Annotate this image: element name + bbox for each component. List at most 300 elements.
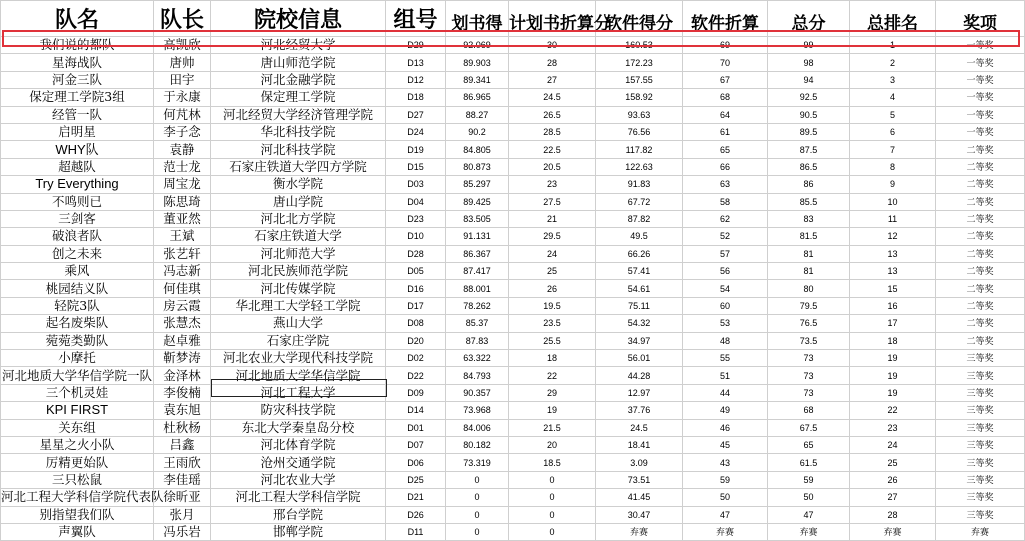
cell-group[interactable]: D15 <box>386 158 446 175</box>
cell-plan-score[interactable]: 84.805 <box>446 141 509 158</box>
cell-plan-score[interactable]: 80.873 <box>446 158 509 175</box>
cell-total[interactable]: 90.5 <box>768 106 850 123</box>
cell-team[interactable]: 起名废柴队 <box>1 315 154 332</box>
cell-school[interactable]: 河北民族师范学院 <box>211 263 386 280</box>
cell-group[interactable]: D18 <box>386 89 446 106</box>
cell-school[interactable]: 保定理工学院 <box>211 89 386 106</box>
cell-captain[interactable]: 张慧杰 <box>154 315 211 332</box>
cell-plan-score[interactable]: 92.069 <box>446 37 509 54</box>
cell-team[interactable]: 桃园结义队 <box>1 280 154 297</box>
cell-total[interactable]: 73 <box>768 367 850 384</box>
cell-team[interactable]: 声翼队 <box>1 523 154 540</box>
cell-software-score[interactable]: 56.01 <box>596 350 683 367</box>
cell-total[interactable]: 86 <box>768 176 850 193</box>
cell-award[interactable]: 二等奖 <box>936 158 1025 175</box>
cell-software-converted[interactable]: 45 <box>683 436 768 453</box>
cell-software-converted[interactable]: 63 <box>683 176 768 193</box>
cell-software-converted[interactable]: 47 <box>683 506 768 523</box>
cell-team[interactable]: Try Everything <box>1 176 154 193</box>
cell-rank[interactable]: 22 <box>850 402 936 419</box>
cell-school[interactable]: 防灾科技学院 <box>211 402 386 419</box>
cell-group[interactable]: D20 <box>386 332 446 349</box>
cell-plan-score[interactable]: 86.367 <box>446 245 509 262</box>
cell-captain[interactable]: 杜秋杨 <box>154 419 211 436</box>
cell-school[interactable]: 衡水学院 <box>211 176 386 193</box>
cell-software-converted[interactable]: 62 <box>683 210 768 227</box>
cell-total[interactable]: 83 <box>768 210 850 227</box>
cell-total[interactable]: 73 <box>768 384 850 401</box>
cell-software-converted[interactable]: 70 <box>683 54 768 71</box>
cell-plan-score[interactable]: 90.2 <box>446 123 509 140</box>
cell-plan-converted[interactable]: 28.5 <box>509 123 596 140</box>
cell-software-converted[interactable]: 58 <box>683 193 768 210</box>
cell-software-score[interactable]: 24.5 <box>596 419 683 436</box>
cell-award[interactable]: 三等奖 <box>936 506 1025 523</box>
cell-school[interactable]: 华北理工大学轻工学院 <box>211 297 386 314</box>
cell-software-score[interactable]: 157.55 <box>596 71 683 88</box>
cell-captain[interactable]: 唐帅 <box>154 54 211 71</box>
cell-school[interactable]: 石家庄铁道大学四方学院 <box>211 158 386 175</box>
cell-rank[interactable]: 2 <box>850 54 936 71</box>
cell-award[interactable]: 三等奖 <box>936 367 1025 384</box>
cell-team[interactable]: 轻院3队 <box>1 297 154 314</box>
cell-school[interactable]: 河北农业大学现代科技学院 <box>211 350 386 367</box>
cell-total[interactable]: 67.5 <box>768 419 850 436</box>
cell-total[interactable]: 81 <box>768 245 850 262</box>
cell-plan-converted[interactable]: 26.5 <box>509 106 596 123</box>
cell-captain[interactable]: 李佳瑶 <box>154 471 211 488</box>
cell-rank[interactable]: 13 <box>850 263 936 280</box>
cell-total[interactable]: 76.5 <box>768 315 850 332</box>
cell-rank[interactable]: 6 <box>850 123 936 140</box>
cell-captain[interactable]: 靳梦涛 <box>154 350 211 367</box>
cell-software-converted[interactable]: 52 <box>683 228 768 245</box>
cell-team[interactable]: 创之未来 <box>1 245 154 262</box>
header-award[interactable]: 奖项 <box>936 1 1025 37</box>
cell-plan-score[interactable]: 89.903 <box>446 54 509 71</box>
cell-captain[interactable]: 何佳琪 <box>154 280 211 297</box>
cell-software-score[interactable]: 73.51 <box>596 471 683 488</box>
cell-rank[interactable]: 13 <box>850 245 936 262</box>
cell-software-converted[interactable]: 69 <box>683 37 768 54</box>
cell-captain[interactable]: 赵卓雅 <box>154 332 211 349</box>
cell-captain[interactable]: 范士龙 <box>154 158 211 175</box>
cell-plan-score[interactable]: 78.262 <box>446 297 509 314</box>
cell-plan-converted[interactable]: 27.5 <box>509 193 596 210</box>
cell-software-converted[interactable]: 60 <box>683 297 768 314</box>
cell-rank[interactable]: 19 <box>850 384 936 401</box>
cell-captain[interactable]: 徐昕亚 <box>154 489 211 506</box>
cell-captain[interactable]: 周宝龙 <box>154 176 211 193</box>
cell-plan-converted[interactable]: 0 <box>509 506 596 523</box>
cell-software-converted[interactable]: 56 <box>683 263 768 280</box>
cell-plan-score[interactable]: 0 <box>446 489 509 506</box>
cell-software-converted[interactable]: 55 <box>683 350 768 367</box>
cell-award[interactable]: 三等奖 <box>936 350 1025 367</box>
cell-team[interactable]: 河北工程大学科信学院代表队 <box>1 489 164 505</box>
cell-software-score[interactable]: 18.41 <box>596 436 683 453</box>
cell-rank[interactable]: 11 <box>850 210 936 227</box>
cell-plan-converted[interactable]: 27 <box>509 71 596 88</box>
cell-group[interactable]: D16 <box>386 280 446 297</box>
cell-total[interactable]: 79.5 <box>768 297 850 314</box>
cell-captain[interactable]: 张艺轩 <box>154 245 211 262</box>
cell-total[interactable]: 59 <box>768 471 850 488</box>
cell-award[interactable]: 二等奖 <box>936 228 1025 245</box>
cell-plan-converted[interactable]: 30 <box>509 37 596 54</box>
cell-plan-converted[interactable]: 24 <box>509 245 596 262</box>
cell-school[interactable]: 河北师范大学 <box>211 245 386 262</box>
cell-group[interactable]: D22 <box>386 367 446 384</box>
cell-school[interactable]: 邯郸学院 <box>211 523 386 540</box>
cell-award[interactable]: 二等奖 <box>936 297 1025 314</box>
cell-software-score[interactable]: 34.97 <box>596 332 683 349</box>
cell-captain[interactable]: 金泽林 <box>154 367 211 384</box>
cell-captain[interactable]: 袁静 <box>154 141 211 158</box>
cell-team[interactable]: 别指望我们队 <box>1 506 154 523</box>
cell-award[interactable]: 三等奖 <box>936 489 1025 506</box>
cell-total[interactable]: 99 <box>768 37 850 54</box>
cell-award[interactable]: 一等奖 <box>936 54 1025 71</box>
cell-team[interactable]: 保定理工学院3组 <box>1 89 154 106</box>
cell-plan-converted[interactable]: 21 <box>509 210 596 227</box>
cell-plan-converted[interactable]: 25 <box>509 263 596 280</box>
cell-plan-converted[interactable]: 22.5 <box>509 141 596 158</box>
header-plan-score[interactable]: 划书得 <box>446 1 509 37</box>
cell-software-converted[interactable]: 66 <box>683 158 768 175</box>
cell-rank[interactable]: 15 <box>850 280 936 297</box>
cell-school[interactable]: 沧州交通学院 <box>211 454 386 471</box>
cell-team[interactable]: 关东组 <box>1 419 154 436</box>
cell-team[interactable]: 河北地质大学华信学院一队 <box>1 367 152 383</box>
cell-award[interactable]: 三等奖 <box>936 402 1025 419</box>
cell-total[interactable]: 65 <box>768 436 850 453</box>
cell-software-converted[interactable]: 48 <box>683 332 768 349</box>
cell-group[interactable]: D08 <box>386 315 446 332</box>
cell-captain[interactable]: 董亚然 <box>154 210 211 227</box>
cell-total[interactable]: 81.5 <box>768 228 850 245</box>
cell-captain[interactable]: 王斌 <box>154 228 211 245</box>
cell-group[interactable]: D05 <box>386 263 446 280</box>
cell-software-score[interactable]: 3.09 <box>596 454 683 471</box>
cell-software-converted[interactable]: 50 <box>683 489 768 506</box>
cell-school[interactable]: 唐山学院 <box>211 193 386 210</box>
cell-award[interactable]: 三等奖 <box>936 419 1025 436</box>
cell-team[interactable]: 我们说的都队 <box>1 37 154 54</box>
cell-school[interactable]: 石家庄铁道大学 <box>211 228 386 245</box>
cell-group[interactable]: D12 <box>386 71 446 88</box>
cell-rank[interactable]: 23 <box>850 419 936 436</box>
cell-group[interactable]: D26 <box>386 506 446 523</box>
cell-plan-score[interactable]: 88.001 <box>446 280 509 297</box>
cell-software-score[interactable]: 67.72 <box>596 193 683 210</box>
cell-captain[interactable]: 李俊楠 <box>154 384 211 401</box>
cell-software-score[interactable]: 75.11 <box>596 297 683 314</box>
cell-group[interactable]: D28 <box>386 245 446 262</box>
cell-group[interactable]: D01 <box>386 419 446 436</box>
cell-group[interactable]: D14 <box>386 402 446 419</box>
cell-total[interactable]: 87.5 <box>768 141 850 158</box>
header-rank[interactable]: 总排名 <box>850 1 936 37</box>
cell-award[interactable]: 二等奖 <box>936 193 1025 210</box>
cell-school[interactable]: 河北经贸大学 <box>211 37 386 54</box>
cell-group[interactable]: D19 <box>386 141 446 158</box>
cell-plan-converted[interactable]: 18 <box>509 350 596 367</box>
cell-award[interactable]: 二等奖 <box>936 176 1025 193</box>
cell-plan-score[interactable]: 63.322 <box>446 350 509 367</box>
header-software-converted[interactable]: 软件折算 <box>683 1 768 37</box>
cell-school[interactable]: 河北金融学院 <box>211 71 386 88</box>
cell-team[interactable]: 星海战队 <box>1 54 154 71</box>
cell-group[interactable]: D21 <box>386 489 446 506</box>
cell-rank[interactable]: 25 <box>850 454 936 471</box>
cell-team[interactable]: 小摩托 <box>1 350 154 367</box>
cell-captain[interactable]: 陈思琦 <box>154 193 211 210</box>
cell-award[interactable]: 二等奖 <box>936 245 1025 262</box>
cell-total[interactable]: 94 <box>768 71 850 88</box>
cell-plan-score[interactable]: 87.83 <box>446 332 509 349</box>
cell-plan-converted[interactable]: 29 <box>509 384 596 401</box>
cell-rank[interactable]: 5 <box>850 106 936 123</box>
cell-software-converted[interactable]: 46 <box>683 419 768 436</box>
cell-award[interactable]: 弃赛 <box>936 523 1025 540</box>
cell-rank[interactable]: 26 <box>850 471 936 488</box>
cell-plan-score[interactable]: 0 <box>446 523 509 540</box>
cell-school[interactable]: 东北大学秦皇岛分校 <box>211 419 386 436</box>
cell-software-score[interactable]: 93.63 <box>596 106 683 123</box>
cell-software-score[interactable]: 30.47 <box>596 506 683 523</box>
cell-award[interactable]: 三等奖 <box>936 436 1025 453</box>
cell-rank[interactable]: 16 <box>850 297 936 314</box>
cell-total[interactable]: 68 <box>768 402 850 419</box>
cell-team[interactable]: 厉精更始队 <box>1 454 154 471</box>
cell-team[interactable]: 三只松鼠 <box>1 471 154 488</box>
cell-captain[interactable]: 高凯欣 <box>154 37 211 54</box>
cell-software-converted[interactable]: 弃赛 <box>683 523 768 540</box>
cell-award[interactable]: 二等奖 <box>936 141 1025 158</box>
cell-plan-converted[interactable]: 24.5 <box>509 89 596 106</box>
cell-plan-score[interactable]: 73.968 <box>446 402 509 419</box>
cell-total[interactable]: 73.5 <box>768 332 850 349</box>
cell-captain[interactable]: 李子念 <box>154 123 211 140</box>
cell-plan-score[interactable]: 85.297 <box>446 176 509 193</box>
cell-rank[interactable]: 18 <box>850 332 936 349</box>
cell-rank[interactable]: 3 <box>850 71 936 88</box>
cell-award[interactable]: 三等奖 <box>936 454 1025 471</box>
cell-total[interactable]: 弃赛 <box>768 523 850 540</box>
cell-plan-score[interactable]: 87.417 <box>446 263 509 280</box>
cell-team[interactable]: 菀菀类勤队 <box>1 332 154 349</box>
cell-software-score[interactable]: 87.82 <box>596 210 683 227</box>
cell-school[interactable]: 河北工程大学 <box>211 384 386 401</box>
cell-captain[interactable]: 房云霞 <box>154 297 211 314</box>
cell-award[interactable]: 一等奖 <box>936 106 1025 123</box>
cell-award[interactable]: 二等奖 <box>936 263 1025 280</box>
cell-group[interactable]: D27 <box>386 106 446 123</box>
cell-captain[interactable]: 冯乐岩 <box>154 523 211 540</box>
cell-award[interactable]: 一等奖 <box>936 37 1025 54</box>
header-software-score[interactable]: 软件得分 <box>596 1 683 37</box>
cell-total[interactable]: 92.5 <box>768 89 850 106</box>
cell-captain[interactable]: 张月 <box>154 506 211 523</box>
cell-software-score[interactable]: 160.53 <box>596 37 683 54</box>
cell-rank[interactable]: 27 <box>850 489 936 506</box>
cell-rank[interactable]: 9 <box>850 176 936 193</box>
cell-school[interactable]: 河北经贸大学经济管理学院 <box>211 106 386 123</box>
cell-rank[interactable]: 弃赛 <box>850 523 936 540</box>
cell-team[interactable]: 不鸣则已 <box>1 193 154 210</box>
cell-school[interactable]: 河北工程大学科信学院 <box>211 489 386 506</box>
cell-school[interactable]: 河北地质大学华信学院 <box>211 367 386 384</box>
header-total[interactable]: 总分 <box>768 1 850 37</box>
cell-rank[interactable]: 17 <box>850 315 936 332</box>
cell-school[interactable]: 河北北方学院 <box>211 210 386 227</box>
cell-plan-converted[interactable]: 19.5 <box>509 297 596 314</box>
cell-software-score[interactable]: 37.76 <box>596 402 683 419</box>
cell-group[interactable]: D06 <box>386 454 446 471</box>
cell-plan-score[interactable]: 85.37 <box>446 315 509 332</box>
cell-software-converted[interactable]: 54 <box>683 280 768 297</box>
cell-plan-converted[interactable]: 19 <box>509 402 596 419</box>
cell-rank[interactable]: 28 <box>850 506 936 523</box>
cell-software-converted[interactable]: 57 <box>683 245 768 262</box>
cell-team[interactable]: 河金三队 <box>1 71 154 88</box>
cell-software-score[interactable]: 54.61 <box>596 280 683 297</box>
cell-school[interactable]: 河北科技学院 <box>211 141 386 158</box>
cell-plan-converted[interactable]: 0 <box>509 471 596 488</box>
cell-captain[interactable]: 田宇 <box>154 71 211 88</box>
cell-award[interactable]: 二等奖 <box>936 210 1025 227</box>
cell-plan-converted[interactable]: 23.5 <box>509 315 596 332</box>
cell-plan-converted[interactable]: 28 <box>509 54 596 71</box>
cell-software-score[interactable]: 弃赛 <box>596 523 683 540</box>
cell-school[interactable]: 河北体育学院 <box>211 436 386 453</box>
cell-software-converted[interactable]: 51 <box>683 367 768 384</box>
cell-total[interactable]: 73 <box>768 350 850 367</box>
cell-team[interactable]: 超越队 <box>1 158 154 175</box>
cell-software-score[interactable]: 91.83 <box>596 176 683 193</box>
cell-rank[interactable]: 10 <box>850 193 936 210</box>
cell-award[interactable]: 二等奖 <box>936 280 1025 297</box>
cell-rank[interactable]: 7 <box>850 141 936 158</box>
cell-total[interactable]: 98 <box>768 54 850 71</box>
cell-plan-score[interactable]: 0 <box>446 471 509 488</box>
cell-group[interactable]: D10 <box>386 228 446 245</box>
cell-school[interactable]: 河北传媒学院 <box>211 280 386 297</box>
cell-plan-converted[interactable]: 18.5 <box>509 454 596 471</box>
cell-plan-converted[interactable]: 20 <box>509 436 596 453</box>
cell-software-score[interactable]: 57.41 <box>596 263 683 280</box>
cell-plan-score[interactable]: 84.793 <box>446 367 509 384</box>
cell-plan-score[interactable]: 90.357 <box>446 384 509 401</box>
cell-software-converted[interactable]: 67 <box>683 71 768 88</box>
cell-captain[interactable]: 何芃林 <box>154 106 211 123</box>
cell-plan-converted[interactable]: 23 <box>509 176 596 193</box>
cell-group[interactable]: D09 <box>386 384 446 401</box>
cell-total[interactable]: 80 <box>768 280 850 297</box>
cell-school[interactable]: 华北科技学院 <box>211 123 386 140</box>
cell-software-score[interactable]: 172.23 <box>596 54 683 71</box>
cell-plan-score[interactable]: 73.319 <box>446 454 509 471</box>
cell-rank[interactable]: 12 <box>850 228 936 245</box>
cell-plan-converted[interactable]: 29.5 <box>509 228 596 245</box>
cell-software-score[interactable]: 12.97 <box>596 384 683 401</box>
cell-rank[interactable]: 19 <box>850 367 936 384</box>
cell-group[interactable]: D25 <box>386 471 446 488</box>
cell-plan-score[interactable]: 0 <box>446 506 509 523</box>
cell-school[interactable]: 河北农业大学 <box>211 471 386 488</box>
cell-team[interactable]: 经管一队 <box>1 106 154 123</box>
cell-software-score[interactable]: 66.26 <box>596 245 683 262</box>
cell-software-score[interactable]: 117.82 <box>596 141 683 158</box>
cell-software-score[interactable]: 49.5 <box>596 228 683 245</box>
cell-school[interactable]: 邢台学院 <box>211 506 386 523</box>
cell-team[interactable]: WHY队 <box>1 141 154 158</box>
cell-group[interactable]: D24 <box>386 123 446 140</box>
cell-award[interactable]: 一等奖 <box>936 71 1025 88</box>
cell-total[interactable]: 89.5 <box>768 123 850 140</box>
cell-team[interactable]: 星星之火小队 <box>1 436 154 453</box>
cell-total[interactable]: 85.5 <box>768 193 850 210</box>
cell-software-converted[interactable]: 61 <box>683 123 768 140</box>
cell-group[interactable]: D02 <box>386 350 446 367</box>
cell-rank[interactable]: 8 <box>850 158 936 175</box>
cell-team[interactable]: KPI FIRST <box>1 402 154 419</box>
cell-team[interactable]: 三剑客 <box>1 210 154 227</box>
cell-software-converted[interactable]: 59 <box>683 471 768 488</box>
cell-plan-converted[interactable]: 0 <box>509 489 596 506</box>
header-group[interactable]: 组号 <box>386 1 446 37</box>
cell-award[interactable]: 一等奖 <box>936 89 1025 106</box>
cell-total[interactable]: 81 <box>768 263 850 280</box>
cell-school[interactable]: 石家庄学院 <box>211 332 386 349</box>
cell-group[interactable]: D07 <box>386 436 446 453</box>
cell-software-score[interactable]: 54.32 <box>596 315 683 332</box>
cell-rank[interactable]: 4 <box>850 89 936 106</box>
cell-plan-score[interactable]: 89.341 <box>446 71 509 88</box>
cell-team[interactable]: 乘风 <box>1 263 154 280</box>
cell-software-score[interactable]: 44.28 <box>596 367 683 384</box>
header-team[interactable]: 队名 <box>1 1 154 37</box>
cell-team[interactable]: 三个机灵娃 <box>1 384 154 401</box>
cell-software-score[interactable]: 41.45 <box>596 489 683 506</box>
cell-award[interactable]: 三等奖 <box>936 471 1025 488</box>
header-plan-converted[interactable]: 计划书折算分 <box>509 1 596 37</box>
cell-software-converted[interactable]: 65 <box>683 141 768 158</box>
cell-software-converted[interactable]: 68 <box>683 89 768 106</box>
cell-total[interactable]: 61.5 <box>768 454 850 471</box>
cell-captain[interactable]: 王雨欣 <box>154 454 211 471</box>
cell-plan-converted[interactable]: 26 <box>509 280 596 297</box>
cell-plan-converted[interactable]: 20.5 <box>509 158 596 175</box>
cell-plan-converted[interactable]: 21.5 <box>509 419 596 436</box>
cell-software-converted[interactable]: 43 <box>683 454 768 471</box>
cell-group[interactable]: D13 <box>386 54 446 71</box>
cell-software-converted[interactable]: 44 <box>683 384 768 401</box>
cell-total[interactable]: 86.5 <box>768 158 850 175</box>
header-captain[interactable]: 队长 <box>154 1 211 37</box>
cell-plan-score[interactable]: 88.27 <box>446 106 509 123</box>
cell-rank[interactable]: 1 <box>850 37 936 54</box>
cell-software-converted[interactable]: 64 <box>683 106 768 123</box>
cell-plan-converted[interactable]: 0 <box>509 523 596 540</box>
cell-group[interactable]: D29 <box>386 37 446 54</box>
cell-total[interactable]: 50 <box>768 489 850 506</box>
cell-rank[interactable]: 24 <box>850 436 936 453</box>
cell-plan-score[interactable]: 83.505 <box>446 210 509 227</box>
cell-plan-converted[interactable]: 22 <box>509 367 596 384</box>
cell-award[interactable]: 二等奖 <box>936 332 1025 349</box>
